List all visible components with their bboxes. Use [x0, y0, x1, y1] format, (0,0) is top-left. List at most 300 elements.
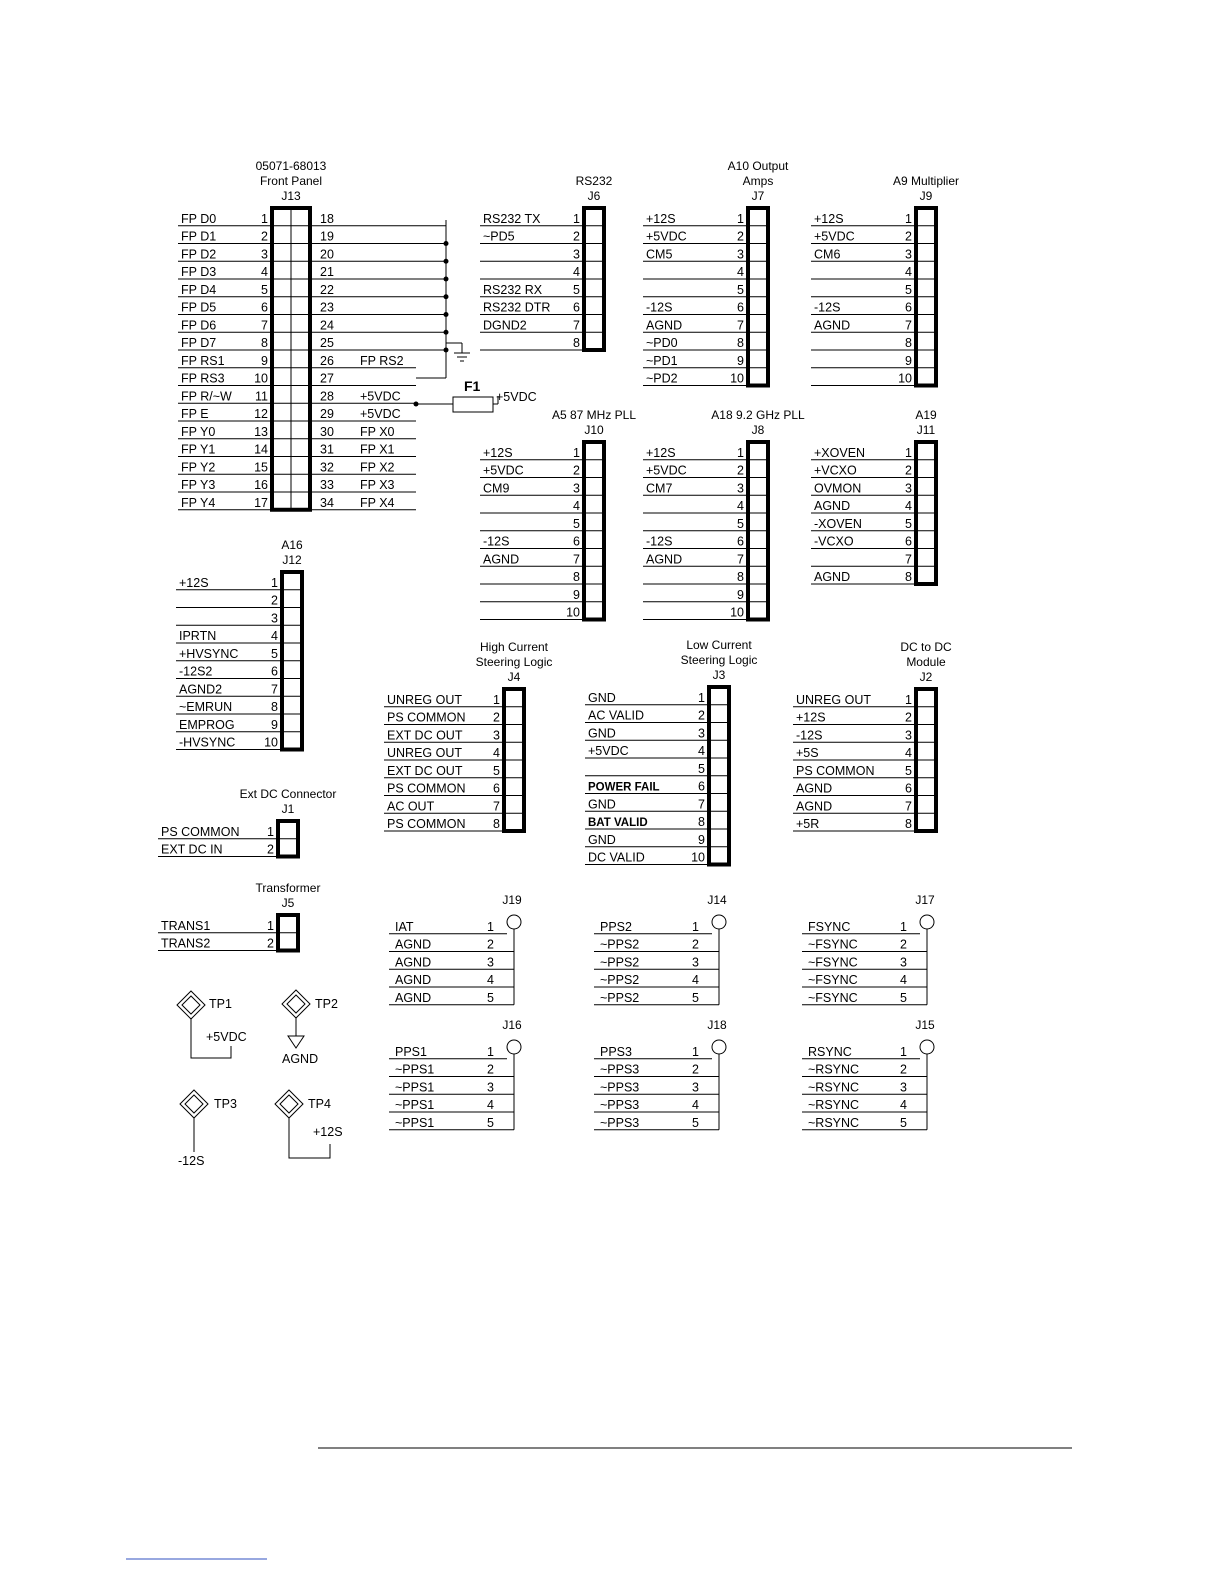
pin-number: 8 [493, 817, 500, 831]
connector-id: J5 [281, 896, 295, 910]
pin-label: FP D3 [181, 265, 217, 279]
pin-number: 5 [737, 282, 744, 297]
connector-title: A9 Multiplier [892, 174, 960, 188]
pin-label: ~PPS2 [600, 973, 640, 987]
pin-number: 10 [691, 850, 705, 865]
pin-number: 7 [573, 552, 580, 567]
pin-label: PS COMMON [796, 763, 875, 778]
coax-circle [507, 915, 521, 929]
tp4-label: +12S [313, 1125, 343, 1139]
pin-number: 2 [487, 937, 494, 952]
pin-number: 10 [254, 371, 268, 386]
pin-label: BAT VALID [588, 817, 648, 829]
pin-label: AGND [814, 570, 851, 584]
pin-number: 1 [267, 824, 274, 839]
pin-number: 10 [264, 735, 278, 750]
pin-label: ~PPS2 [600, 990, 640, 1005]
pin-number: 14 [254, 442, 268, 457]
pin-label: ~FSYNC [808, 937, 858, 952]
pin-number: 3 [573, 481, 580, 496]
pin-number: 2 [737, 463, 744, 478]
pin-number: 4 [493, 746, 500, 760]
tp4 [275, 1090, 343, 1158]
connector-title: Steering Logic [475, 655, 553, 669]
pin-number: 33 [320, 478, 334, 492]
pin-number: 3 [737, 247, 744, 262]
coax-j19 [389, 893, 522, 1005]
pin-label: +12S [179, 575, 209, 590]
pin-label: IPRTN [179, 629, 217, 643]
connector-j4 [384, 640, 552, 831]
pin-number: 8 [573, 336, 580, 350]
pin-label: +12S [796, 710, 826, 725]
coax-j14 [594, 893, 727, 1005]
connector-title: 05071-68013 [255, 159, 327, 173]
pin-label: ~PPS2 [600, 955, 640, 970]
pin-number: 6 [573, 534, 580, 549]
pin-label: ~PPS3 [600, 1080, 640, 1095]
pin-number: 7 [737, 318, 744, 333]
pin-label: AC VALID [588, 708, 645, 723]
pin-number: 1 [692, 1044, 699, 1059]
connector-id: J14 [707, 893, 727, 907]
pin-number: 21 [320, 265, 334, 279]
pin-number: 5 [487, 1115, 494, 1130]
pin-number: 8 [737, 336, 744, 350]
pin-number: 1 [487, 1044, 494, 1059]
pin-label: AGND [814, 318, 851, 333]
tp3-id: TP3 [214, 1097, 237, 1111]
pin-label: ~FSYNC [808, 973, 858, 987]
pin-number: 8 [573, 570, 580, 584]
pin-number: 5 [900, 990, 907, 1005]
pin-label: GND [588, 797, 616, 812]
pin-number: 29 [320, 407, 334, 421]
tp1 [177, 991, 247, 1058]
pin-label: EXT DC OUT [387, 763, 463, 778]
pin-number: 5 [692, 1115, 699, 1130]
pin-number: 1 [692, 919, 699, 934]
pin-label: AGND [395, 973, 432, 987]
pin-number: 7 [905, 552, 912, 567]
pin-label: CM6 [814, 247, 841, 262]
pin-number: 5 [905, 516, 912, 531]
pin-number: 1 [737, 211, 744, 226]
pin-number: 3 [900, 955, 907, 970]
pin-number: 20 [320, 247, 334, 262]
pin-number: 1 [698, 690, 705, 705]
coax-j17 [802, 893, 935, 1005]
connector-j10 [480, 408, 636, 620]
pin-number: 5 [493, 763, 500, 778]
connector-j7 [643, 159, 789, 386]
pin-label: FP E [181, 407, 209, 421]
pin-label: ~PD0 [646, 336, 678, 350]
pin-number: 6 [737, 300, 744, 315]
pin-number: 4 [905, 499, 912, 513]
pin-label: FP D5 [181, 300, 217, 315]
pin-number: 8 [905, 570, 912, 584]
connector-layer [158, 159, 959, 1130]
pin-number: 9 [737, 587, 744, 602]
pin-number: 8 [261, 336, 268, 350]
pin-number: 2 [271, 593, 278, 608]
connector-title: Amps [742, 174, 774, 188]
pin-number: 3 [698, 726, 705, 741]
pin-number: 6 [905, 534, 912, 549]
pin-label: FP RS1 [181, 353, 225, 368]
connector-id: J19 [502, 893, 522, 907]
fuse-label: +5VDC [496, 390, 537, 404]
pin-label: RS232 RX [483, 282, 543, 297]
pin-number: 8 [905, 336, 912, 350]
pin-number: 6 [573, 300, 580, 315]
connector-title: A19 [915, 408, 937, 422]
pin-label: +VCXO [814, 463, 857, 478]
pin-label: POWER FAIL [588, 781, 660, 794]
pin-label: TRANS2 [161, 936, 211, 951]
pin-label: DC VALID [588, 850, 645, 865]
pin-number: 12 [254, 407, 268, 421]
pin-number: 19 [320, 229, 334, 244]
pin-label: ~PPS1 [395, 1062, 435, 1077]
pin-number: 2 [267, 936, 274, 951]
pin-number: 32 [320, 460, 334, 475]
pin-label: IAT [395, 919, 414, 934]
pin-label: FP Y1 [181, 442, 216, 457]
pin-label: ~RSYNC [808, 1115, 860, 1130]
pin-number: 3 [692, 1080, 699, 1095]
pin-label: FP Y3 [181, 478, 216, 492]
pin-label: EXT DC IN [161, 842, 223, 857]
connector-j3 [585, 638, 757, 865]
connector-id: J8 [751, 423, 765, 437]
pin-label: ~PD5 [483, 229, 515, 244]
pin-label: AGND [796, 781, 833, 796]
pin-label: FP X1 [360, 442, 395, 457]
pin-label: -12S [796, 728, 823, 743]
coax-j16 [389, 1018, 522, 1130]
pin-number: 3 [261, 247, 268, 262]
connector-title: Low Current [686, 638, 752, 652]
pin-number: 2 [493, 710, 500, 725]
pin-label: -12S [646, 300, 673, 315]
pin-number: 5 [737, 516, 744, 531]
pin-label: AGND [395, 955, 432, 970]
connector-j1 [158, 787, 336, 857]
pin-label: +5VDC [588, 744, 629, 758]
connector-id: J9 [919, 189, 933, 203]
pin-number: 7 [905, 318, 912, 333]
pin-number: 7 [737, 552, 744, 567]
pin-number: 24 [320, 318, 334, 333]
pin-number: 2 [692, 937, 699, 952]
tp1-label: +5VDC [206, 1030, 247, 1044]
pin-label: -12S [646, 534, 673, 549]
coax-circle [507, 1040, 521, 1054]
pin-label: GND [588, 690, 616, 705]
pin-number: 2 [698, 708, 705, 723]
pin-number: 8 [737, 570, 744, 584]
pin-number: 3 [905, 728, 912, 743]
tp2 [282, 990, 338, 1066]
pin-number: 5 [271, 646, 278, 661]
pin-label: PPS3 [600, 1044, 632, 1059]
pin-label: PS COMMON [161, 824, 240, 839]
pin-number: 1 [487, 919, 494, 934]
pin-label: +12S [483, 445, 513, 460]
connector-id: J6 [587, 189, 601, 203]
pin-number: 2 [905, 229, 912, 244]
pin-number: 4 [737, 265, 744, 279]
testpoints [177, 990, 343, 1168]
connector-j13 [178, 159, 449, 510]
pin-label: FP D0 [181, 211, 217, 226]
pin-number: 4 [573, 265, 580, 279]
pin-number: 4 [905, 265, 912, 279]
pin-number: 16 [254, 478, 268, 492]
pin-number: 3 [493, 728, 500, 743]
fuse-id: F1 [464, 378, 481, 394]
connector-id: J10 [584, 423, 604, 437]
pin-number: 22 [320, 282, 334, 297]
pin-number: 5 [900, 1115, 907, 1130]
pin-label: ~RSYNC [808, 1080, 860, 1095]
tp2-label: AGND [282, 1052, 319, 1066]
pin-label: PS COMMON [387, 781, 466, 796]
pin-number: 2 [905, 710, 912, 725]
pin-number: 3 [692, 955, 699, 970]
pin-number: 4 [487, 973, 494, 987]
pin-label: FP Y0 [181, 424, 216, 439]
pin-number: 1 [905, 211, 912, 226]
connector-title: Transformer [255, 881, 321, 895]
pin-label: RS232 DTR [483, 300, 551, 315]
coax-j18 [594, 1018, 727, 1130]
coax-circle [712, 1040, 726, 1054]
pin-number: 1 [271, 575, 278, 590]
pin-number: 10 [898, 371, 912, 386]
pin-number: 2 [261, 229, 268, 244]
connector-id: J17 [915, 893, 935, 907]
connector-title: RS232 [575, 174, 613, 188]
pin-label: AGND [483, 552, 520, 567]
pin-label: UNREG OUT [796, 692, 871, 707]
pin-number: 5 [573, 282, 580, 297]
pin-label: FSYNC [808, 919, 851, 934]
pin-number: 4 [271, 629, 278, 643]
pin-number: 1 [493, 692, 500, 707]
pin-number: 7 [573, 318, 580, 333]
pin-number: 27 [320, 371, 334, 386]
pin-label: AGND [646, 318, 683, 333]
connector-j5 [158, 881, 320, 951]
pin-number: 31 [320, 442, 334, 457]
pin-number: 30 [320, 424, 334, 439]
pin-label: ~RSYNC [808, 1062, 860, 1077]
pin-label: FP D2 [181, 247, 217, 262]
connector-title: A16 [281, 538, 303, 552]
coax-j15 [802, 1018, 935, 1130]
coax-circle [920, 915, 934, 929]
tp3-label: -12S [178, 1154, 205, 1168]
pin-label: ~PPS1 [395, 1098, 435, 1112]
pin-label: ~PPS1 [395, 1080, 435, 1095]
pin-number: 34 [320, 495, 334, 510]
connector-title: DC to DC [900, 640, 952, 654]
pin-label: -12S2 [179, 664, 213, 679]
pin-label: -VCXO [814, 534, 854, 549]
pin-number: 2 [900, 937, 907, 952]
pin-label: ~PPS3 [600, 1098, 640, 1112]
pin-number: 1 [261, 211, 268, 226]
pin-number: 6 [737, 534, 744, 549]
pin-label: EMPROG [179, 717, 235, 732]
pin-number: 5 [905, 282, 912, 297]
pin-label: FP RS3 [181, 371, 225, 386]
pin-number: 4 [737, 499, 744, 513]
pin-number: 13 [254, 424, 268, 439]
pin-number: 1 [573, 211, 580, 226]
pin-label: GND [588, 726, 616, 741]
pin-number: 7 [698, 797, 705, 812]
pin-label: AC OUT [387, 799, 435, 814]
coax-circle [920, 1040, 934, 1054]
pin-label: PS COMMON [387, 817, 466, 831]
pin-label: PPS2 [600, 919, 632, 934]
pin-number: 10 [730, 371, 744, 386]
pin-label: +5VDC [814, 229, 855, 244]
connector-j6 [480, 174, 613, 350]
pin-number: 6 [905, 300, 912, 315]
pin-label: FP RS2 [360, 353, 404, 368]
connector-id: J15 [915, 1018, 935, 1032]
pin-label: AGND [796, 799, 833, 814]
connector-id: J4 [507, 670, 521, 684]
pin-label: AGND2 [179, 682, 223, 697]
pin-number: 1 [905, 692, 912, 707]
pin-number: 4 [573, 499, 580, 513]
pin-number: 7 [261, 318, 268, 333]
pin-label: +12S [814, 211, 844, 226]
pin-label: +5VDC [360, 407, 401, 421]
connector-j12 [176, 538, 303, 750]
pin-number: 4 [261, 265, 268, 279]
pin-number: 6 [493, 781, 500, 796]
pin-label: AGND [395, 990, 432, 1005]
pin-number: 4 [692, 1098, 699, 1112]
connector-j2 [793, 640, 952, 831]
connector-j9 [811, 174, 959, 386]
pin-number: 5 [905, 763, 912, 778]
connector-title: A18 9.2 GHz PLL [711, 408, 805, 422]
pin-number: 10 [730, 605, 744, 620]
pin-number: 6 [261, 300, 268, 315]
pin-label: -XOVEN [814, 516, 862, 531]
pin-number: 6 [698, 779, 705, 794]
pin-label: RSYNC [808, 1044, 852, 1059]
pin-label: ~RSYNC [808, 1098, 860, 1112]
pin-number: 1 [900, 1044, 907, 1059]
pin-label: FP Y4 [181, 495, 216, 510]
pin-label: +XOVEN [814, 445, 866, 460]
connector-title: Steering Logic [680, 653, 758, 667]
pin-number: 2 [573, 229, 580, 244]
pin-number: 25 [320, 336, 334, 350]
pin-label: +5R [796, 817, 820, 831]
pin-number: 3 [573, 247, 580, 262]
pin-number: 9 [737, 353, 744, 368]
pin-label: FP R/~W [181, 389, 232, 404]
pin-label: AGND [395, 937, 432, 952]
pin-label: DGND2 [483, 318, 527, 333]
connector-title: Front Panel [259, 174, 323, 188]
pin-label: -12S [483, 534, 510, 549]
pin-number: 7 [271, 682, 278, 697]
pin-number: 3 [737, 481, 744, 496]
pin-label: PS COMMON [387, 710, 466, 725]
pin-number: 8 [905, 817, 912, 831]
pin-number: 3 [905, 481, 912, 496]
pin-label: ~PD1 [646, 353, 678, 368]
pin-number: 5 [698, 761, 705, 776]
pin-number: 7 [493, 799, 500, 814]
fuse-f1 [414, 378, 537, 412]
pin-number: 3 [487, 955, 494, 970]
pin-number: 5 [692, 990, 699, 1005]
pin-number: 10 [566, 605, 580, 620]
pin-number: 1 [737, 445, 744, 460]
pin-number: 4 [900, 973, 907, 987]
pin-number: 3 [905, 247, 912, 262]
pin-label: FP X0 [360, 424, 395, 439]
pin-label: ~PPS3 [600, 1115, 640, 1130]
pin-label: FP X4 [360, 495, 395, 510]
pin-label: CM5 [646, 247, 673, 262]
pin-label: FP X2 [360, 460, 395, 475]
pin-label: ~EMRUN [179, 700, 233, 714]
pin-number: 4 [698, 744, 705, 758]
pin-label: EXT DC OUT [387, 728, 463, 743]
tp4-id: TP4 [308, 1097, 331, 1111]
pin-number: 6 [271, 664, 278, 679]
pin-number: 23 [320, 300, 334, 315]
connector-j8 [643, 408, 805, 620]
connector-id: J1 [281, 802, 295, 816]
pin-label: +5S [796, 746, 819, 760]
pin-label: FP D1 [181, 229, 217, 244]
pin-label: +5VDC [483, 463, 524, 478]
connector-title: A10 Output [727, 159, 789, 173]
pin-number: 28 [320, 389, 334, 404]
pin-label: -HVSYNC [179, 735, 236, 750]
pin-label: AGND [814, 499, 851, 513]
connector-id: J7 [751, 189, 765, 203]
pin-label: CM9 [483, 481, 510, 496]
connector-id: J13 [281, 189, 301, 203]
pin-number: 6 [905, 781, 912, 796]
pin-label: ~PPS3 [600, 1062, 640, 1077]
pin-number: 4 [692, 973, 699, 987]
pin-label: UNREG OUT [387, 746, 462, 760]
pin-number: 3 [900, 1080, 907, 1095]
pin-number: 1 [267, 918, 274, 933]
pin-label: OVMON [814, 481, 862, 496]
pin-label: +5VDC [360, 389, 401, 404]
pin-number: 9 [271, 717, 278, 732]
tp2-id: TP2 [315, 997, 338, 1011]
connector-title: A5 87 MHz PLL [551, 408, 637, 422]
